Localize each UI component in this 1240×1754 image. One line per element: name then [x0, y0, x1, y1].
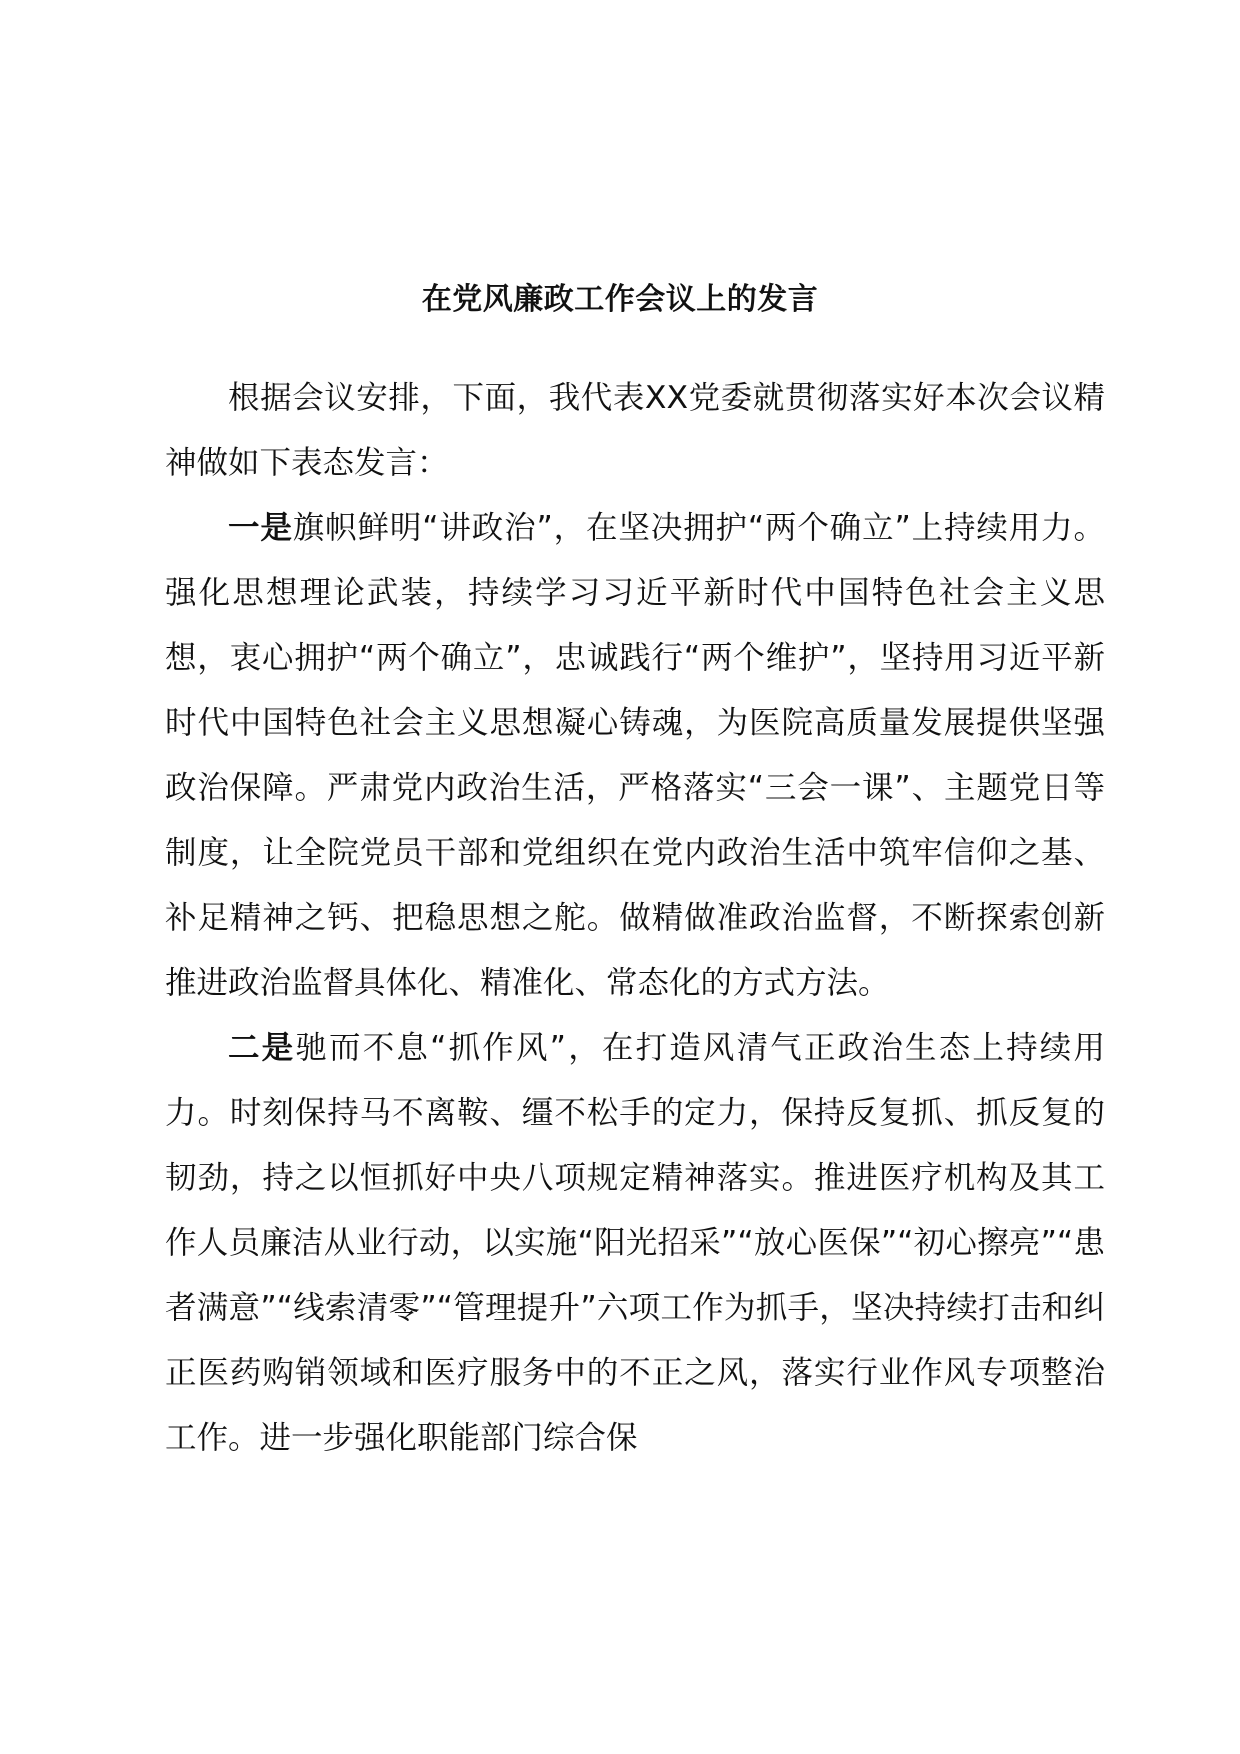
paragraph-point-1 — [165, 496, 1105, 1016]
paragraph-intro — [165, 366, 1105, 496]
paragraph-text: 根据会议安排，下面，我代表XX党委就贯彻落实好本次会议精神做如下表态发言： — [165, 380, 1105, 481]
document-body — [165, 366, 1105, 1471]
paragraph-point-2 — [165, 1016, 1105, 1471]
paragraph-lead: 一是 — [228, 510, 293, 546]
paragraph-text: 旗帜鲜明“讲政治”，在坚决拥护“两个确立”上持续用力。强化思想理论武装，持续学习习近平新时代中国特色社会主义思想，衷心拥护“两个确立”，忠诚践行“两个维护”，坚持用习近平新时代中国特色社会主义思想凝心铸魂，为医院高质量发展提供坚强政治保障。严肃党内政治生活，严格落实“三会一课”、主题党日等制度，让全院党员干部和党组织在党内政治生活中筑牢信仰之基、补足精神之钙、把稳思想之舵。做精做准政治监督，不断探索创新推进政治监督具体化、精准化、常态化的方式方法。 — [165, 510, 1105, 1001]
paragraph-text: 驰而不息“抓作风”，在打造风清气正政治生态上持续用力。时刻保持马不离鞍、缰不松手的定力，保持反复抓、抓反复的韧劲，持之以恒抓好中央八项规定精神落实。推进医疗机构及其工作人员廉洁从业行动，以实施“阳光招采”“放心医保”“初心擦亮”“患者满意”“线索清零”“管理提升”六项工作为抓手，坚决持续打击和纠正医药购销领域和医疗服务中的不正之风，落实行业作风专项整治工作。进一步强化职能部门综合保 — [165, 1030, 1105, 1456]
document-title: 在党风廉政工作会议上的发言 — [421, 282, 819, 317]
paragraph-lead: 二是 — [228, 1030, 296, 1066]
